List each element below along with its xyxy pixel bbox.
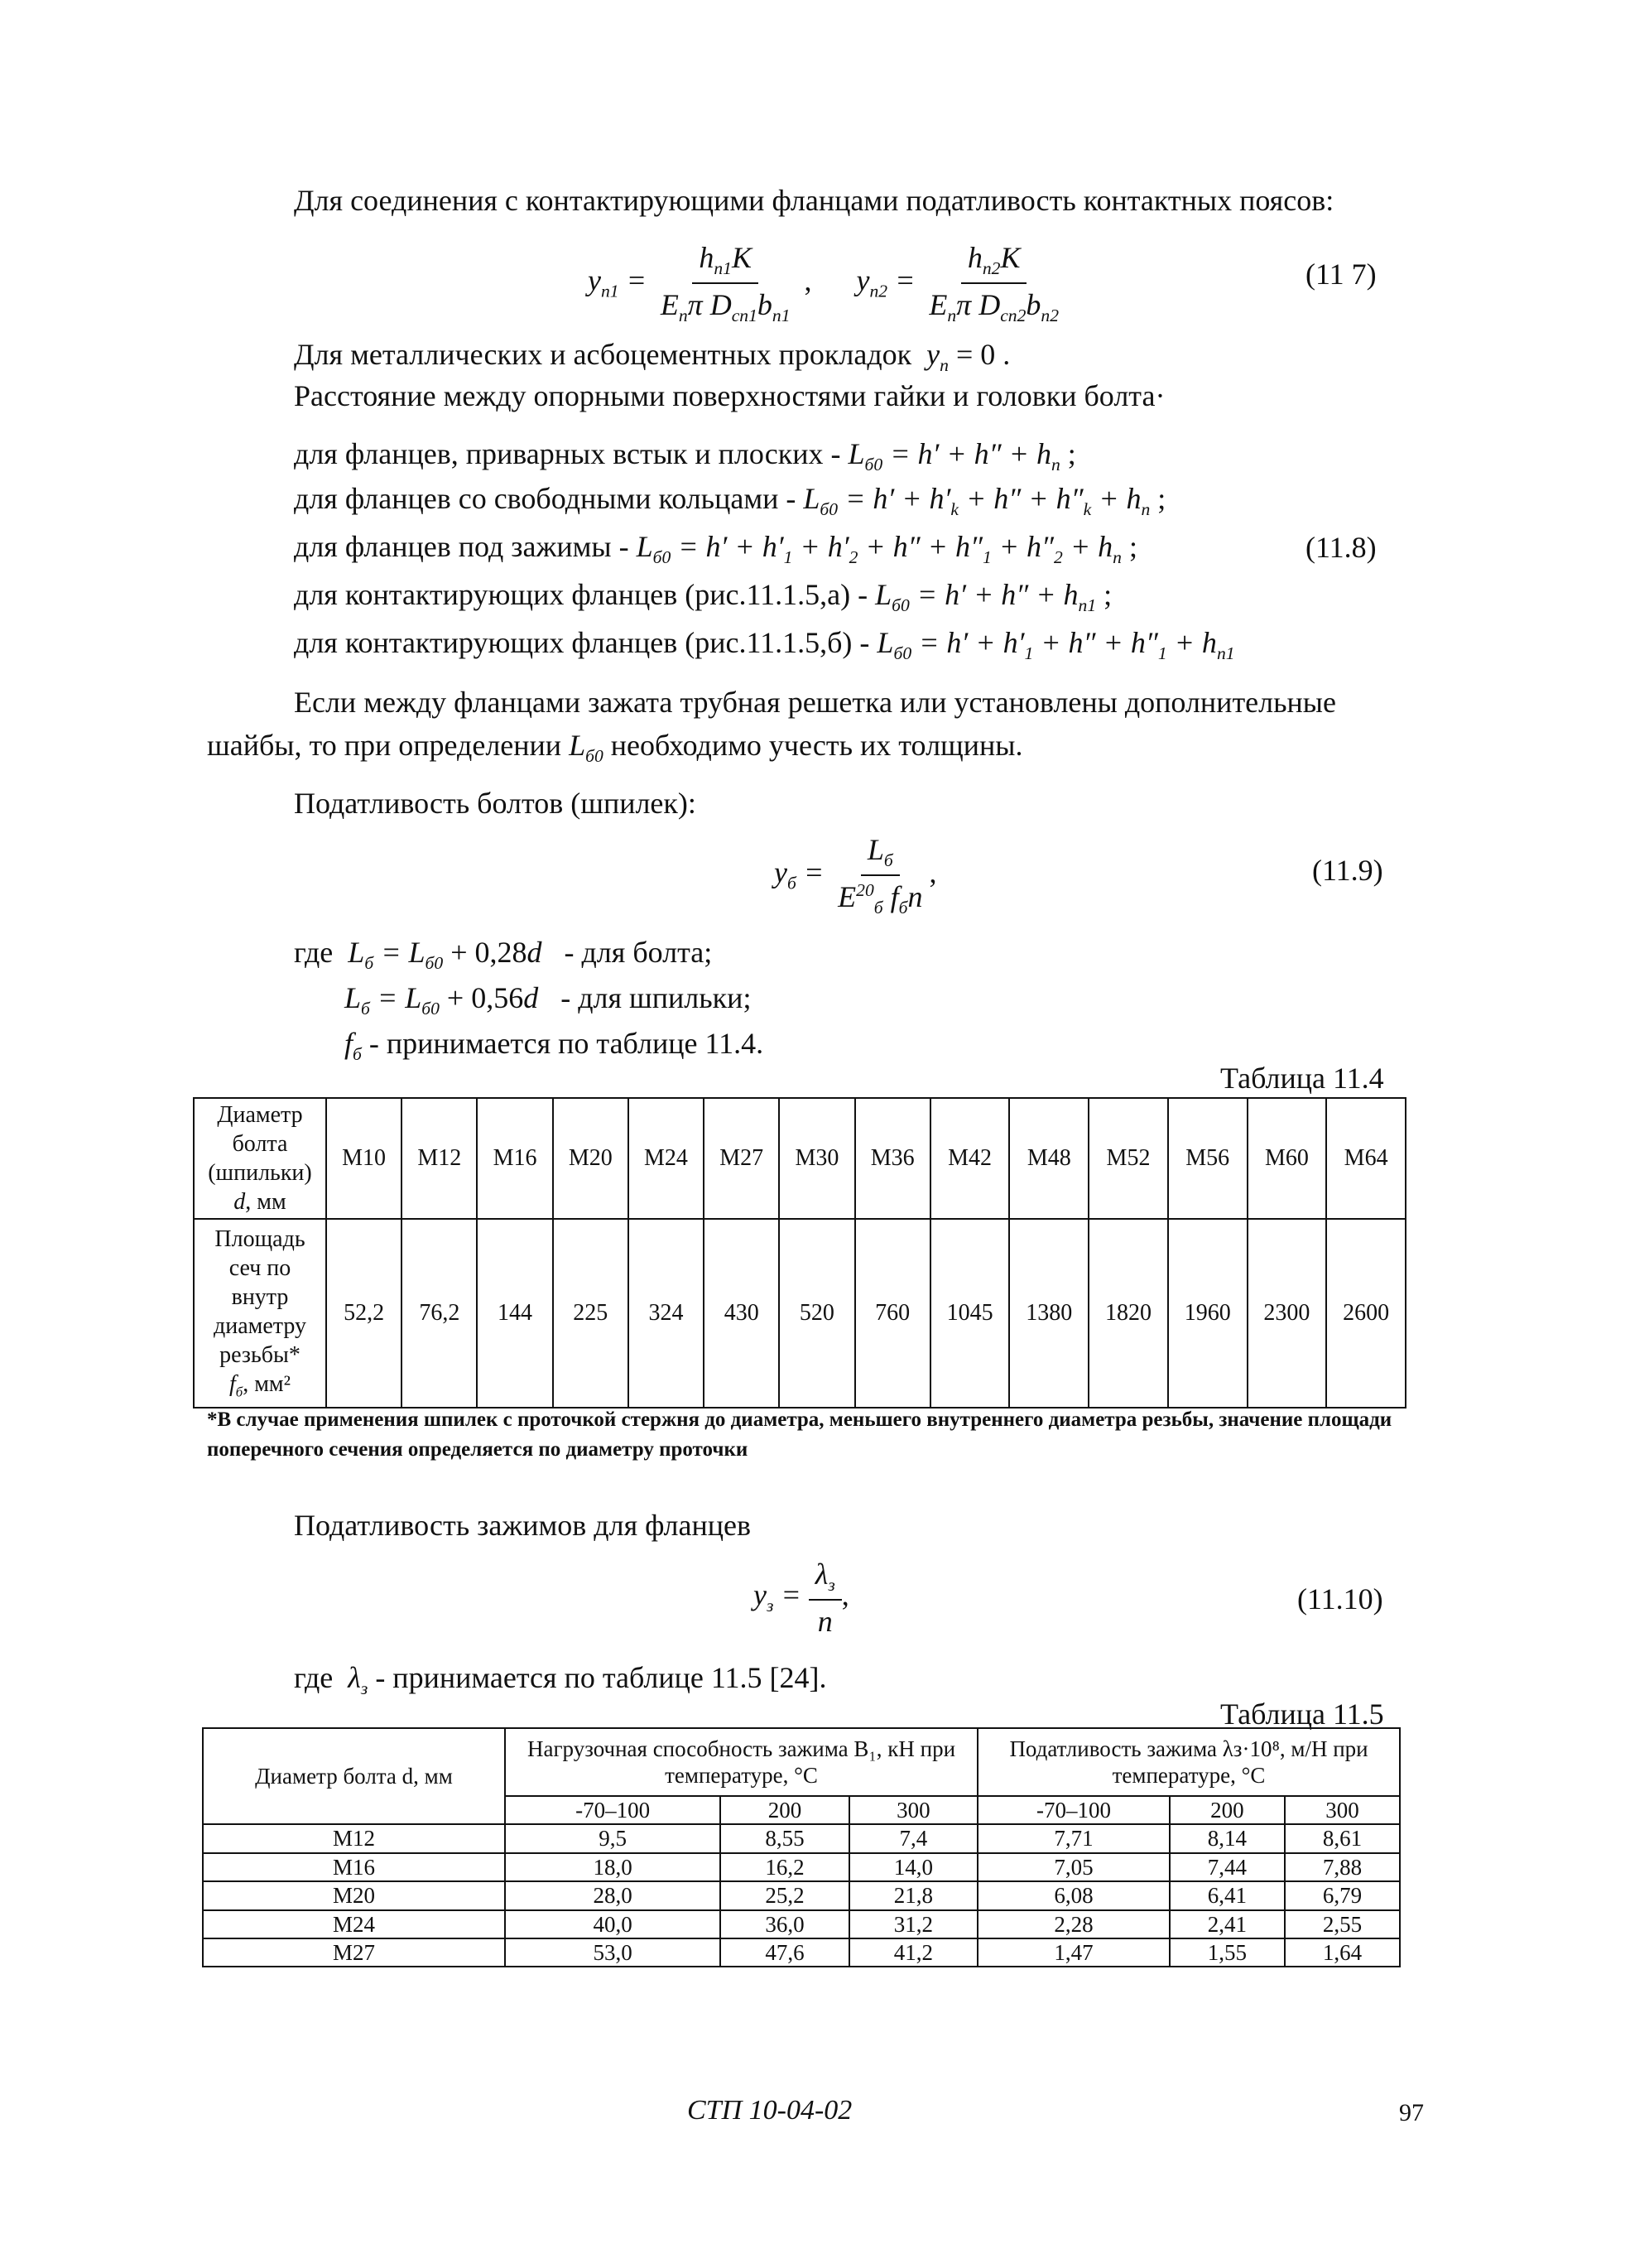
table-cell: 430: [704, 1219, 779, 1408]
table-cell: 1960: [1168, 1219, 1248, 1408]
table-row: M20 28,0 25,2 21,8 6,08 6,41 6,79: [203, 1881, 1400, 1909]
header-cell: Податливость зажима λз·10⁸, м/Н при температуре, °С: [978, 1728, 1400, 1796]
table-cell: M36: [855, 1098, 930, 1219]
where-stud: $L_б = L_{б0} + 0,56d$ - для шпильки;: [344, 981, 752, 1019]
formula-11-10: $y_з$ = $\frac{\lambda_з}{n}$ ,: [753, 1558, 849, 1639]
table-cell: M30: [779, 1098, 854, 1219]
header-cell: 200: [1170, 1796, 1285, 1824]
table-11-4-caption: Таблица 11.4: [1220, 1062, 1384, 1095]
table-11-5-caption: Таблица 11.5: [1220, 1697, 1384, 1731]
table-row: M27 53,0 47,6 41,2 1,47 1,55 1,64: [203, 1938, 1400, 1967]
table-cell: M24: [628, 1098, 704, 1219]
table-cell: 324: [628, 1219, 704, 1408]
formula-11-9: $y_б$ = $\frac{L_б}{E^{20}_б f_бn}$ ,: [774, 833, 937, 918]
table-cell: M16: [477, 1098, 552, 1219]
header-cell: 200: [720, 1796, 849, 1824]
table-cell: 1380: [1009, 1219, 1089, 1408]
table-11-5: [202, 1727, 1401, 1967]
where-bolt: где $L_б = L_{б0} + 0,28d$ - для болта;: [294, 936, 713, 974]
bolt-compliance-heading: Податливость болтов (шпилек):: [294, 787, 696, 820]
table-cell: M10: [326, 1098, 401, 1219]
table-cell: M52: [1089, 1098, 1168, 1219]
header-cell: Площадь сеч по внутр диаметру резьбы* $f_б$, мм²: [194, 1219, 326, 1408]
equation-number: (11 7): [1305, 258, 1377, 291]
metal-gasket-text: Для металлических и асбоцементных прокладок $y_п = 0$ .: [294, 338, 1011, 376]
table-row: M12 9,5 8,55 7,4 7,71 8,14 8,61: [203, 1824, 1400, 1852]
table-cell: 1820: [1089, 1219, 1168, 1408]
header-cell: 300: [1285, 1796, 1400, 1824]
table-note: *В случае применения шпилек с проточкой стержня до диаметра, меньшего внутреннего диаметра резьбы, значение площади поперечного сечения определяется по диаметру проточки: [207, 1408, 1392, 1461]
table-cell: 225: [553, 1219, 628, 1408]
flange-line-5: для контактирующих фланцев $(рис.11.1.5,б) - L_{б0} = h' + h'_1 + h'' + h''_1 + h_{п1}$: [294, 626, 1235, 664]
table-cell: 520: [779, 1219, 854, 1408]
table-row: M16 18,0 16,2 14,0 7,05 7,44 7,88: [203, 1853, 1400, 1881]
paragraph-line: шайбы, то при определении $L_{б0}$ необходимо учесть их толщины.: [207, 729, 1023, 767]
table-row: M24 40,0 36,0 31,2 2,28 2,41 2,55: [203, 1910, 1400, 1938]
where-lambda: где $\lambda_з$ - принимается по таблице 11.5 [24].: [294, 1661, 827, 1699]
header-cell: Диаметр болта (шпильки) d, мм: [194, 1098, 326, 1219]
footer-doc-code: СТП 10-04-02: [687, 2095, 853, 2126]
table-cell: M12: [401, 1098, 477, 1219]
table-cell: M42: [930, 1098, 1010, 1219]
flange-line-4: для контактирующих фланцев $(рис.11.1.5,а) - L_{б0} = h' + h'' + h_{п1}$ ;: [294, 578, 1113, 616]
paragraph-line: Если между фланцами зажата трубная решетка или установлены дополнительные: [294, 686, 1336, 719]
equation-number: (11.8): [1305, 531, 1377, 564]
header-cell: 300: [849, 1796, 978, 1824]
equation-number: (11.10): [1297, 1582, 1383, 1616]
flange-line-1: для фланцев, приварных встык и плоских - $L_{б0} = h' + h'' + h_п$ ;: [294, 437, 1076, 475]
header-cell: Нагрузочная способность зажима B₁, кН при температуре, °С: [505, 1728, 978, 1796]
table-cell: 76,2: [401, 1219, 477, 1408]
table-cell: M27: [704, 1098, 779, 1219]
table-cell: M56: [1168, 1098, 1248, 1219]
table-cell: 2300: [1248, 1219, 1327, 1408]
page-number: 97: [1399, 2099, 1424, 2126]
equation-number: (11.9): [1312, 854, 1383, 887]
header-cell: Диаметр болта d, мм: [203, 1728, 505, 1824]
table-cell: 52,2: [326, 1219, 401, 1408]
table-cell: 760: [855, 1219, 930, 1408]
clamp-compliance-heading: Податливость зажимов для фланцев: [294, 1509, 752, 1542]
flange-line-2: для фланцев со свободными кольцами - $L_{б0} = h' + h'_k + h'' + h''_k + h_п$ ;: [294, 482, 1166, 520]
distance-text: Расстояние между опорными поверхностями гайки и головки болта·: [294, 379, 1166, 412]
header-cell: -70–100: [978, 1796, 1170, 1824]
table-cell: M20: [553, 1098, 628, 1219]
table-cell: 1045: [930, 1219, 1010, 1408]
table-cell: M60: [1248, 1098, 1327, 1219]
f-reference: $f_б$ - принимается по таблице 11.4.: [344, 1027, 764, 1065]
formula-11-7: $y_{п1}$ = $\frac{h_{п1}K}{E_п\pi D_{сп1}b_{п1}}$ , $y_{п2}$ = $\frac{h_{п2}K}{E_п\pi D_{сп2}b_{п2}}$: [588, 241, 1059, 326]
table-11-4: [193, 1097, 1406, 1408]
flange-line-3: для фланцев под зажимы - $L_{б0} = h' + h'_1 + h'_2 + h'' + h''_1 + h''_2 + h_п$ ;: [294, 530, 1137, 568]
table-cell: M64: [1326, 1098, 1406, 1219]
table-cell: 2600: [1326, 1219, 1406, 1408]
table-cell: M48: [1009, 1098, 1089, 1219]
intro-text: Для соединения с контактирующими фланцами податливость контактных поясов:: [294, 184, 1334, 217]
table-cell: 144: [477, 1219, 552, 1408]
header-cell: -70–100: [505, 1796, 720, 1824]
